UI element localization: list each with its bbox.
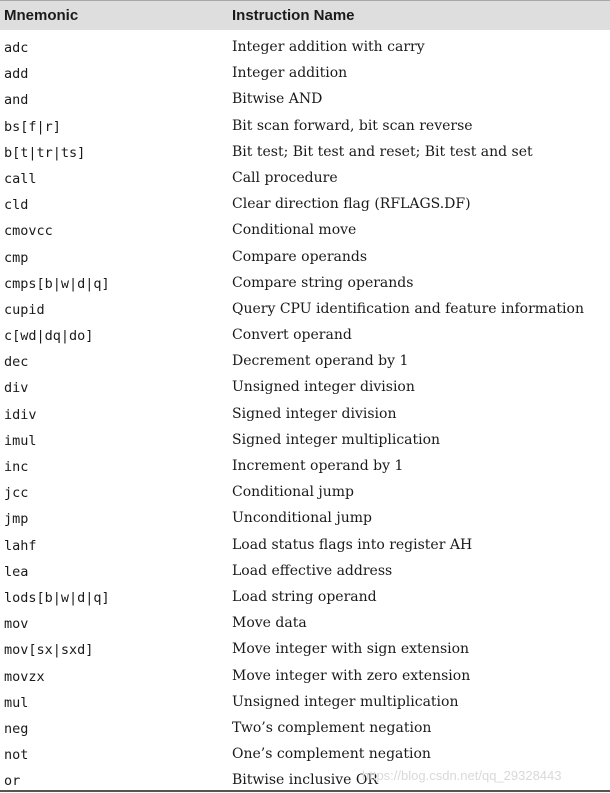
instruction-name-cell: Unconditional jump	[232, 510, 372, 527]
instruction-name-cell: Move integer with zero extension	[232, 667, 471, 684]
instruction-name-cell: Clear direction flag (RFLAGS.DF)	[232, 196, 471, 213]
instruction-name-cell: Integer addition with carry	[232, 39, 425, 55]
watermark: https://blog.csdn.net/qq_29328443	[362, 768, 562, 783]
table-row	[0, 165, 610, 191]
instruction-name-cell: Conditional jump	[232, 484, 355, 501]
table-row	[0, 296, 610, 322]
mnemonic-cell: lahf	[4, 537, 37, 554]
instruction-name-cell: Compare operands	[232, 248, 368, 265]
table-row	[0, 715, 610, 741]
mnemonic-cell: mov[sx|sxd]	[4, 642, 94, 659]
instruction-name-cell: Load effective address	[232, 562, 393, 579]
table-header	[0, 0, 610, 30]
instruction-name-cell: Move integer with sign extension	[232, 641, 470, 658]
bottom-rule	[0, 790, 610, 792]
instruction-name-cell: Load string operand	[232, 588, 377, 605]
mnemonic-cell: cupid	[4, 301, 45, 318]
table-row	[0, 113, 610, 139]
mnemonic-cell: cmps[b|w|d|q]	[4, 275, 110, 292]
mnemonic-cell: c[wd|dq|do]	[4, 328, 94, 345]
mnemonic-cell: inc	[4, 459, 29, 475]
mnemonic-cell: mul	[4, 694, 29, 711]
table-row	[0, 741, 610, 767]
table-row	[0, 532, 610, 558]
instruction-name-cell: Decrement operand by 1	[232, 353, 409, 370]
instruction-name-cell: Signed integer multiplication	[232, 431, 441, 448]
table-row	[0, 86, 610, 112]
mnemonic-cell: call	[4, 170, 37, 187]
instruction-name-cell: Query CPU identification and feature information	[232, 300, 584, 317]
mnemonic-cell: neg	[4, 720, 29, 737]
table-row	[0, 60, 610, 86]
table-row	[0, 401, 610, 427]
mnemonic-cell: jmp	[4, 511, 29, 528]
mnemonic-cell: and	[4, 92, 29, 109]
table-row	[0, 558, 610, 584]
mnemonic-cell: cmovcc	[4, 223, 53, 240]
mnemonic-cell: dec	[4, 354, 29, 371]
mnemonic-cell: lods[b|w|d|q]	[4, 589, 110, 606]
table-row	[0, 217, 610, 243]
header-mnemonic: Mnemonic	[4, 7, 79, 24]
table-row	[0, 505, 610, 531]
mnemonic-cell: jcc	[4, 485, 29, 502]
table-row	[0, 584, 610, 610]
instruction-name-cell: Increment operand by 1	[232, 458, 404, 474]
instruction-name-cell: One’s complement negation	[232, 746, 431, 763]
mnemonic-cell: idiv	[4, 406, 37, 423]
table-row	[0, 374, 610, 400]
mnemonic-cell: cmp	[4, 249, 29, 266]
table-row	[0, 689, 610, 715]
header-instruction-name: Instruction Name	[232, 7, 355, 24]
mnemonic-cell: cld	[4, 197, 29, 214]
mnemonic-cell: not	[4, 747, 29, 764]
table-row	[0, 453, 610, 479]
instruction-name-cell: Two’s complement negation	[232, 719, 432, 736]
table-row	[0, 322, 610, 348]
mnemonic-cell: movzx	[4, 668, 45, 685]
instruction-name-cell: Bitwise AND	[232, 91, 323, 108]
instruction-name-cell: Load status flags into register AH	[232, 536, 473, 553]
instruction-name-cell: Integer addition	[232, 65, 348, 82]
mnemonic-cell: add	[4, 66, 29, 83]
instruction-name-cell: Bit scan forward, bit scan reverse	[232, 117, 473, 134]
table-row	[0, 663, 610, 689]
instruction-name-cell: Compare string operands	[232, 274, 414, 291]
table-row	[0, 636, 610, 662]
mnemonic-cell: or	[4, 773, 21, 790]
table-row	[0, 610, 610, 636]
mnemonic-cell: adc	[4, 40, 29, 56]
table-row	[0, 270, 610, 296]
table-row	[0, 34, 610, 60]
mnemonic-cell: bs[f|r]	[4, 118, 61, 135]
mnemonic-cell: b[t|tr|ts]	[4, 144, 86, 161]
table-row	[0, 244, 610, 270]
instruction-name-cell: Unsigned integer division	[232, 379, 415, 396]
instruction-name-cell: Move data	[232, 615, 307, 632]
instruction-name-cell: Bitwise inclusive OR	[232, 772, 378, 789]
table-row	[0, 427, 610, 453]
mnemonic-cell: lea	[4, 563, 29, 580]
table-body	[0, 30, 610, 793]
table-row	[0, 191, 610, 217]
instruction-name-cell: Bit test; Bit test and reset; Bit test and set	[232, 143, 533, 160]
instruction-name-cell: Call procedure	[232, 169, 338, 186]
table-row	[0, 348, 610, 374]
table-row	[0, 139, 610, 165]
mnemonic-cell: mov	[4, 616, 29, 633]
mnemonic-cell: imul	[4, 432, 37, 449]
instruction-name-cell: Unsigned integer multiplication	[232, 693, 459, 710]
instruction-name-cell: Convert operand	[232, 327, 352, 344]
instruction-name-cell: Signed integer division	[232, 405, 397, 422]
instruction-name-cell: Conditional move	[232, 222, 357, 239]
mnemonic-cell: div	[4, 380, 29, 397]
table-row	[0, 479, 610, 505]
